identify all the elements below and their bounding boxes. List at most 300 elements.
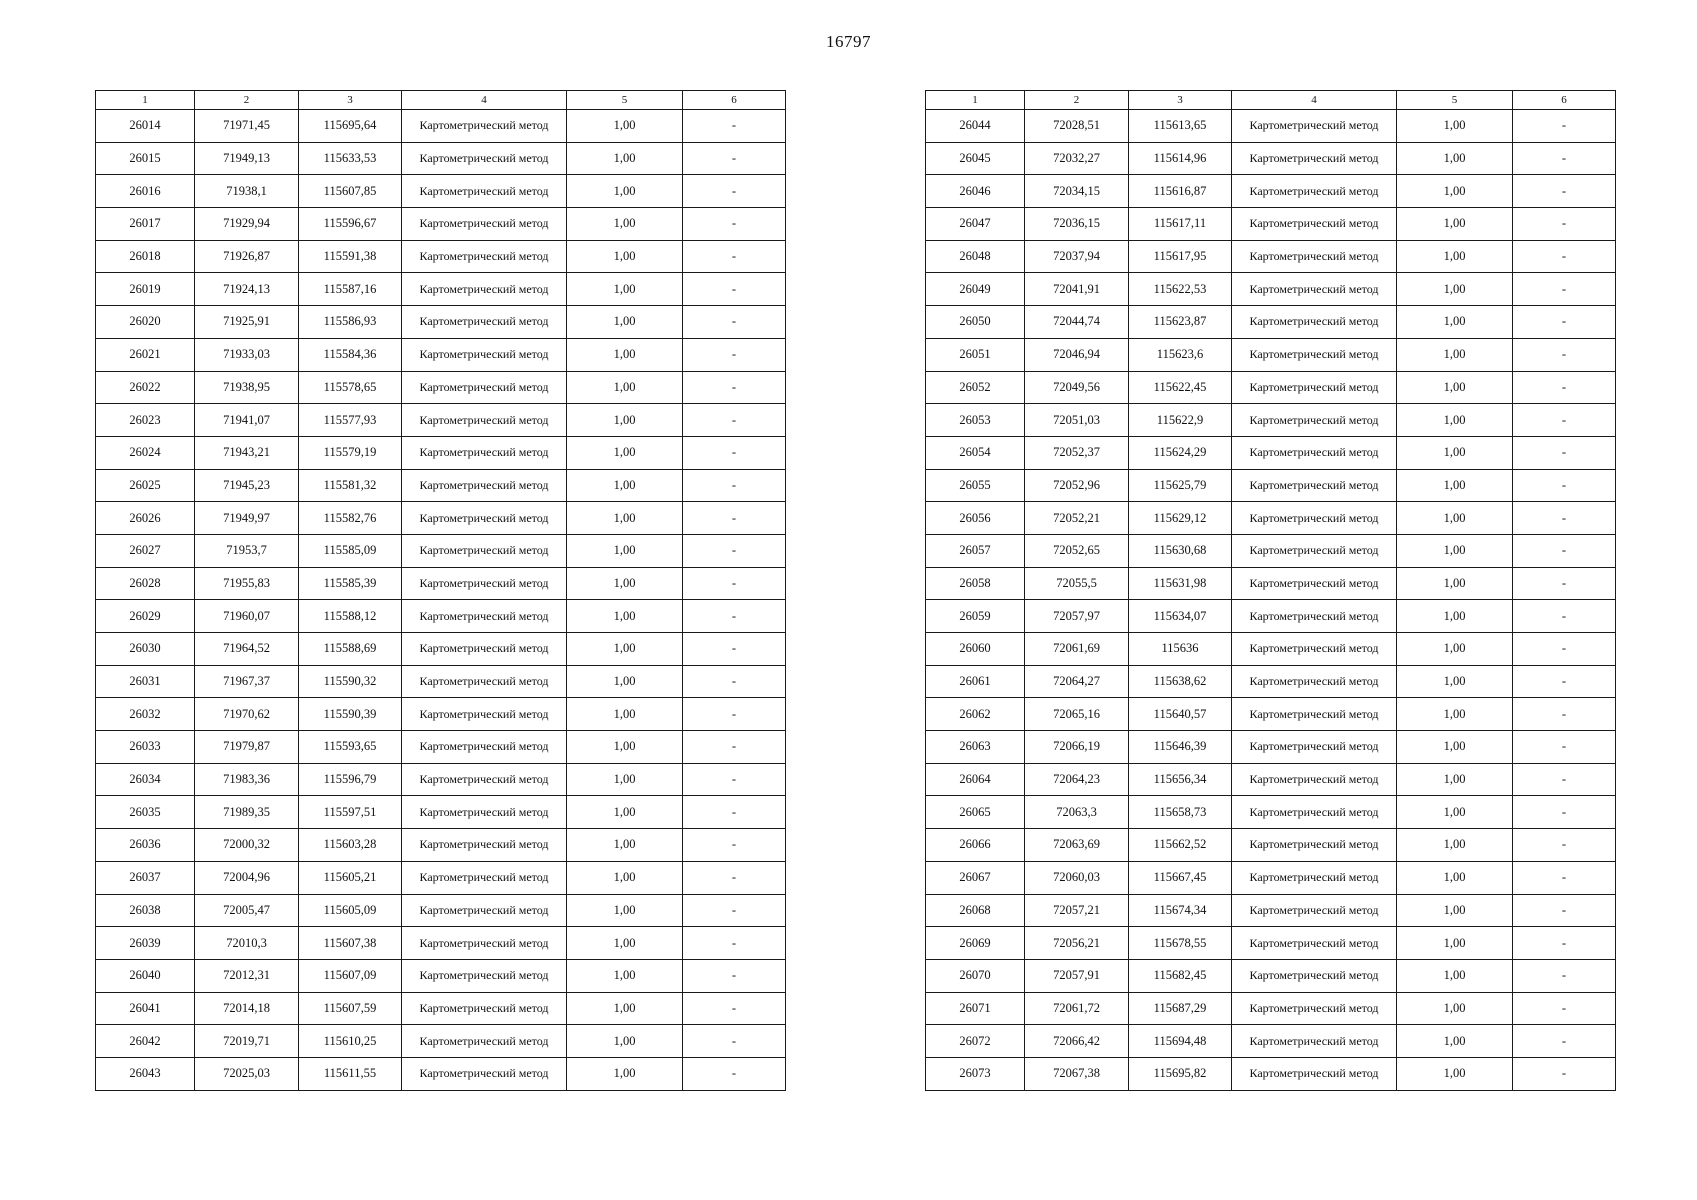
x-coordinate-cell: 72010,3 xyxy=(195,927,299,960)
table-row xyxy=(926,861,1616,894)
x-coordinate-cell: 72061,69 xyxy=(1025,633,1129,666)
x-coordinate-cell: 72063,69 xyxy=(1025,829,1129,862)
y-coordinate-cell: 115596,67 xyxy=(299,208,402,241)
error-cell: 1,00 xyxy=(1397,698,1513,731)
point-number-cell: 26036 xyxy=(96,829,195,862)
description-cell: - xyxy=(683,992,786,1025)
table-row xyxy=(96,567,786,600)
point-number-cell: 26026 xyxy=(96,502,195,535)
x-coordinate-cell: 72051,03 xyxy=(1025,404,1129,437)
description-cell: - xyxy=(1513,763,1616,796)
x-coordinate-cell: 72057,91 xyxy=(1025,959,1129,992)
method-cell: Картометрический метод xyxy=(1232,861,1397,894)
x-coordinate-cell: 72036,15 xyxy=(1025,208,1129,241)
method-cell: Картометрический метод xyxy=(402,992,567,1025)
table-row xyxy=(96,469,786,502)
method-cell: Картометрический метод xyxy=(402,142,567,175)
error-cell: 1,00 xyxy=(1397,404,1513,437)
table-row xyxy=(926,1057,1616,1090)
error-cell: 1,00 xyxy=(1397,763,1513,796)
table-row xyxy=(926,959,1616,992)
table-row xyxy=(926,894,1616,927)
table-row xyxy=(926,142,1616,175)
error-cell: 1,00 xyxy=(1397,208,1513,241)
method-cell: Картометрический метод xyxy=(1232,992,1397,1025)
coordinates-table-right xyxy=(925,90,1616,1091)
x-coordinate-cell: 72067,38 xyxy=(1025,1057,1129,1090)
y-coordinate-cell: 115625,79 xyxy=(1129,469,1232,502)
column-header-6: 6 xyxy=(1513,91,1616,110)
method-cell: Картометрический метод xyxy=(402,927,567,960)
description-cell: - xyxy=(683,829,786,862)
point-number-cell: 26052 xyxy=(926,371,1025,404)
x-coordinate-cell: 71949,13 xyxy=(195,142,299,175)
point-number-cell: 26027 xyxy=(96,534,195,567)
description-cell: - xyxy=(683,534,786,567)
description-cell: - xyxy=(683,600,786,633)
table-row xyxy=(96,502,786,535)
point-number-cell: 26019 xyxy=(96,273,195,306)
point-number-cell: 26046 xyxy=(926,175,1025,208)
error-cell: 1,00 xyxy=(567,665,683,698)
error-cell: 1,00 xyxy=(567,633,683,666)
x-coordinate-cell: 72044,74 xyxy=(1025,306,1129,339)
y-coordinate-cell: 115596,79 xyxy=(299,763,402,796)
point-number-cell: 26073 xyxy=(926,1057,1025,1090)
table-row xyxy=(926,208,1616,241)
x-coordinate-cell: 71949,97 xyxy=(195,502,299,535)
point-number-cell: 26059 xyxy=(926,600,1025,633)
table-row xyxy=(926,665,1616,698)
y-coordinate-cell: 115590,39 xyxy=(299,698,402,731)
x-coordinate-cell: 72056,21 xyxy=(1025,927,1129,960)
x-coordinate-cell: 71971,45 xyxy=(195,110,299,143)
description-cell: - xyxy=(683,567,786,600)
method-cell: Картометрический метод xyxy=(1232,436,1397,469)
error-cell: 1,00 xyxy=(567,861,683,894)
method-cell: Картометрический метод xyxy=(1232,959,1397,992)
column-header-4: 4 xyxy=(1232,91,1397,110)
description-cell: - xyxy=(1513,1025,1616,1058)
y-coordinate-cell: 115658,73 xyxy=(1129,796,1232,829)
error-cell: 1,00 xyxy=(567,763,683,796)
description-cell: - xyxy=(1513,829,1616,862)
description-cell: - xyxy=(1513,534,1616,567)
error-cell: 1,00 xyxy=(1397,306,1513,339)
error-cell: 1,00 xyxy=(1397,502,1513,535)
point-number-cell: 26049 xyxy=(926,273,1025,306)
method-cell: Картометрический метод xyxy=(1232,698,1397,731)
method-cell: Картометрический метод xyxy=(402,502,567,535)
description-cell: - xyxy=(1513,992,1616,1025)
method-cell: Картометрический метод xyxy=(1232,273,1397,306)
y-coordinate-cell: 115607,85 xyxy=(299,175,402,208)
error-cell: 1,00 xyxy=(1397,894,1513,927)
description-cell: - xyxy=(683,436,786,469)
point-number-cell: 26025 xyxy=(96,469,195,502)
error-cell: 1,00 xyxy=(1397,731,1513,764)
description-cell: - xyxy=(1513,273,1616,306)
description-cell: - xyxy=(683,338,786,371)
y-coordinate-cell: 115674,34 xyxy=(1129,894,1232,927)
error-cell: 1,00 xyxy=(1397,633,1513,666)
description-cell: - xyxy=(1513,240,1616,273)
description-cell: - xyxy=(1513,110,1616,143)
y-coordinate-cell: 115623,6 xyxy=(1129,338,1232,371)
method-cell: Картометрический метод xyxy=(402,208,567,241)
description-cell: - xyxy=(1513,894,1616,927)
error-cell: 1,00 xyxy=(567,273,683,306)
point-number-cell: 26070 xyxy=(926,959,1025,992)
description-cell: - xyxy=(683,959,786,992)
y-coordinate-cell: 115695,82 xyxy=(1129,1057,1232,1090)
table-row xyxy=(926,240,1616,273)
point-number-cell: 26031 xyxy=(96,665,195,698)
x-coordinate-cell: 72046,94 xyxy=(1025,338,1129,371)
method-cell: Картометрический метод xyxy=(402,371,567,404)
y-coordinate-cell: 115584,36 xyxy=(299,338,402,371)
method-cell: Картометрический метод xyxy=(402,861,567,894)
table-row xyxy=(96,142,786,175)
y-coordinate-cell: 115586,93 xyxy=(299,306,402,339)
y-coordinate-cell: 115588,69 xyxy=(299,633,402,666)
point-number-cell: 26056 xyxy=(926,502,1025,535)
error-cell: 1,00 xyxy=(1397,861,1513,894)
table-row xyxy=(96,796,786,829)
method-cell: Картометрический метод xyxy=(1232,404,1397,437)
point-number-cell: 26066 xyxy=(926,829,1025,862)
table-row xyxy=(926,1025,1616,1058)
error-cell: 1,00 xyxy=(1397,567,1513,600)
x-coordinate-cell: 71960,07 xyxy=(195,600,299,633)
method-cell: Картометрический метод xyxy=(402,404,567,437)
error-cell: 1,00 xyxy=(1397,829,1513,862)
point-number-cell: 26018 xyxy=(96,240,195,273)
error-cell: 1,00 xyxy=(567,502,683,535)
table-body xyxy=(96,110,786,1091)
table-row xyxy=(96,436,786,469)
y-coordinate-cell: 115667,45 xyxy=(1129,861,1232,894)
error-cell: 1,00 xyxy=(567,992,683,1025)
y-coordinate-cell: 115682,45 xyxy=(1129,959,1232,992)
x-coordinate-cell: 72064,27 xyxy=(1025,665,1129,698)
description-cell: - xyxy=(683,240,786,273)
x-coordinate-cell: 71970,62 xyxy=(195,698,299,731)
point-number-cell: 26061 xyxy=(926,665,1025,698)
error-cell: 1,00 xyxy=(1397,665,1513,698)
table-row xyxy=(926,469,1616,502)
x-coordinate-cell: 71943,21 xyxy=(195,436,299,469)
table-row xyxy=(926,175,1616,208)
error-cell: 1,00 xyxy=(567,306,683,339)
error-cell: 1,00 xyxy=(567,600,683,633)
table-row xyxy=(96,763,786,796)
x-coordinate-cell: 71964,52 xyxy=(195,633,299,666)
description-cell: - xyxy=(1513,502,1616,535)
y-coordinate-cell: 115605,21 xyxy=(299,861,402,894)
y-coordinate-cell: 115578,65 xyxy=(299,371,402,404)
x-coordinate-cell: 71979,87 xyxy=(195,731,299,764)
point-number-cell: 26045 xyxy=(926,142,1025,175)
point-number-cell: 26062 xyxy=(926,698,1025,731)
method-cell: Картометрический метод xyxy=(1232,110,1397,143)
table-row xyxy=(96,306,786,339)
y-coordinate-cell: 115590,32 xyxy=(299,665,402,698)
method-cell: Картометрический метод xyxy=(402,240,567,273)
column-header-5: 5 xyxy=(567,91,683,110)
point-number-cell: 26048 xyxy=(926,240,1025,273)
y-coordinate-cell: 115662,52 xyxy=(1129,829,1232,862)
y-coordinate-cell: 115629,12 xyxy=(1129,502,1232,535)
table-row xyxy=(96,240,786,273)
table-row xyxy=(96,1057,786,1090)
y-coordinate-cell: 115603,28 xyxy=(299,829,402,862)
description-cell: - xyxy=(683,633,786,666)
point-number-cell: 26015 xyxy=(96,142,195,175)
y-coordinate-cell: 115646,39 xyxy=(1129,731,1232,764)
column-header-2: 2 xyxy=(1025,91,1129,110)
x-coordinate-cell: 72041,91 xyxy=(1025,273,1129,306)
error-cell: 1,00 xyxy=(567,110,683,143)
method-cell: Картометрический метод xyxy=(1232,927,1397,960)
description-cell: - xyxy=(1513,436,1616,469)
x-coordinate-cell: 72063,3 xyxy=(1025,796,1129,829)
description-cell: - xyxy=(683,502,786,535)
table-row xyxy=(96,894,786,927)
point-number-cell: 26057 xyxy=(926,534,1025,567)
description-cell: - xyxy=(683,1057,786,1090)
y-coordinate-cell: 115577,93 xyxy=(299,404,402,437)
error-cell: 1,00 xyxy=(567,240,683,273)
method-cell: Картометрический метод xyxy=(402,469,567,502)
y-coordinate-cell: 115656,34 xyxy=(1129,763,1232,796)
x-coordinate-cell: 72025,03 xyxy=(195,1057,299,1090)
method-cell: Картометрический метод xyxy=(402,175,567,208)
x-coordinate-cell: 71955,83 xyxy=(195,567,299,600)
description-cell: - xyxy=(1513,861,1616,894)
table-row xyxy=(96,600,786,633)
x-coordinate-cell: 72019,71 xyxy=(195,1025,299,1058)
error-cell: 1,00 xyxy=(567,175,683,208)
y-coordinate-cell: 115624,29 xyxy=(1129,436,1232,469)
point-number-cell: 26020 xyxy=(96,306,195,339)
description-cell: - xyxy=(683,796,786,829)
method-cell: Картометрический метод xyxy=(1232,534,1397,567)
x-coordinate-cell: 72065,16 xyxy=(1025,698,1129,731)
error-cell: 1,00 xyxy=(1397,927,1513,960)
point-number-cell: 26037 xyxy=(96,861,195,894)
column-header-3: 3 xyxy=(1129,91,1232,110)
method-cell: Картометрический метод xyxy=(1232,1057,1397,1090)
table-row xyxy=(96,959,786,992)
description-cell: - xyxy=(1513,796,1616,829)
description-cell: - xyxy=(1513,600,1616,633)
description-cell: - xyxy=(1513,404,1616,437)
point-number-cell: 26017 xyxy=(96,208,195,241)
point-number-cell: 26040 xyxy=(96,959,195,992)
point-number-cell: 26068 xyxy=(926,894,1025,927)
x-coordinate-cell: 72057,97 xyxy=(1025,600,1129,633)
point-number-cell: 26030 xyxy=(96,633,195,666)
method-cell: Картометрический метод xyxy=(402,567,567,600)
column-header-6: 6 xyxy=(683,91,786,110)
table-row xyxy=(96,1025,786,1058)
y-coordinate-cell: 115581,32 xyxy=(299,469,402,502)
table-row xyxy=(96,992,786,1025)
table-row xyxy=(926,600,1616,633)
error-cell: 1,00 xyxy=(1397,796,1513,829)
point-number-cell: 26039 xyxy=(96,927,195,960)
table-row xyxy=(96,110,786,143)
coordinates-table-left xyxy=(95,90,786,1091)
error-cell: 1,00 xyxy=(567,567,683,600)
x-coordinate-cell: 71933,03 xyxy=(195,338,299,371)
method-cell: Картометрический метод xyxy=(402,338,567,371)
table-row xyxy=(96,861,786,894)
method-cell: Картометрический метод xyxy=(1232,600,1397,633)
error-cell: 1,00 xyxy=(1397,1025,1513,1058)
y-coordinate-cell: 115617,11 xyxy=(1129,208,1232,241)
table-row xyxy=(96,208,786,241)
error-cell: 1,00 xyxy=(567,142,683,175)
point-number-cell: 26055 xyxy=(926,469,1025,502)
point-number-cell: 26047 xyxy=(926,208,1025,241)
error-cell: 1,00 xyxy=(567,796,683,829)
x-coordinate-cell: 71929,94 xyxy=(195,208,299,241)
error-cell: 1,00 xyxy=(1397,240,1513,273)
point-number-cell: 26042 xyxy=(96,1025,195,1058)
description-cell: - xyxy=(683,142,786,175)
y-coordinate-cell: 115695,64 xyxy=(299,110,402,143)
point-number-cell: 26041 xyxy=(96,992,195,1025)
description-cell: - xyxy=(683,371,786,404)
error-cell: 1,00 xyxy=(567,436,683,469)
description-cell: - xyxy=(683,404,786,437)
description-cell: - xyxy=(683,273,786,306)
method-cell: Картометрический метод xyxy=(1232,371,1397,404)
point-number-cell: 26014 xyxy=(96,110,195,143)
error-cell: 1,00 xyxy=(567,469,683,502)
x-coordinate-cell: 72055,5 xyxy=(1025,567,1129,600)
x-coordinate-cell: 71938,1 xyxy=(195,175,299,208)
method-cell: Картометрический метод xyxy=(1232,142,1397,175)
error-cell: 1,00 xyxy=(567,404,683,437)
x-coordinate-cell: 72066,42 xyxy=(1025,1025,1129,1058)
table-body xyxy=(926,110,1616,1091)
y-coordinate-cell: 115636 xyxy=(1129,633,1232,666)
error-cell: 1,00 xyxy=(567,927,683,960)
column-header-4: 4 xyxy=(402,91,567,110)
method-cell: Картометрический метод xyxy=(402,665,567,698)
error-cell: 1,00 xyxy=(1397,175,1513,208)
description-cell: - xyxy=(1513,665,1616,698)
table-row xyxy=(96,273,786,306)
header-row xyxy=(926,91,1616,110)
description-cell: - xyxy=(1513,731,1616,764)
method-cell: Картометрический метод xyxy=(402,829,567,862)
error-cell: 1,00 xyxy=(567,894,683,927)
x-coordinate-cell: 72014,18 xyxy=(195,992,299,1025)
error-cell: 1,00 xyxy=(1397,992,1513,1025)
x-coordinate-cell: 72061,72 xyxy=(1025,992,1129,1025)
x-coordinate-cell: 72052,96 xyxy=(1025,469,1129,502)
point-number-cell: 26058 xyxy=(926,567,1025,600)
table-row xyxy=(926,829,1616,862)
x-coordinate-cell: 72049,56 xyxy=(1025,371,1129,404)
x-coordinate-cell: 72004,96 xyxy=(195,861,299,894)
y-coordinate-cell: 115640,57 xyxy=(1129,698,1232,731)
table-row xyxy=(926,698,1616,731)
y-coordinate-cell: 115591,38 xyxy=(299,240,402,273)
table-row xyxy=(926,796,1616,829)
description-cell: - xyxy=(1513,633,1616,666)
x-coordinate-cell: 72000,32 xyxy=(195,829,299,862)
column-header-5: 5 xyxy=(1397,91,1513,110)
description-cell: - xyxy=(1513,175,1616,208)
y-coordinate-cell: 115587,16 xyxy=(299,273,402,306)
point-number-cell: 26028 xyxy=(96,567,195,600)
y-coordinate-cell: 115597,51 xyxy=(299,796,402,829)
y-coordinate-cell: 115694,48 xyxy=(1129,1025,1232,1058)
y-coordinate-cell: 115607,38 xyxy=(299,927,402,960)
table-row xyxy=(96,665,786,698)
method-cell: Картометрический метод xyxy=(402,796,567,829)
description-cell: - xyxy=(1513,371,1616,404)
point-number-cell: 26022 xyxy=(96,371,195,404)
description-cell: - xyxy=(1513,959,1616,992)
description-cell: - xyxy=(683,469,786,502)
method-cell: Картометрический метод xyxy=(1232,1025,1397,1058)
y-coordinate-cell: 115616,87 xyxy=(1129,175,1232,208)
x-coordinate-cell: 71938,95 xyxy=(195,371,299,404)
x-coordinate-cell: 71945,23 xyxy=(195,469,299,502)
y-coordinate-cell: 115687,29 xyxy=(1129,992,1232,1025)
error-cell: 1,00 xyxy=(567,1057,683,1090)
y-coordinate-cell: 115593,65 xyxy=(299,731,402,764)
method-cell: Картометрический метод xyxy=(1232,796,1397,829)
table-row xyxy=(926,338,1616,371)
column-header-1: 1 xyxy=(96,91,195,110)
table-row xyxy=(96,338,786,371)
error-cell: 1,00 xyxy=(567,959,683,992)
point-number-cell: 26024 xyxy=(96,436,195,469)
error-cell: 1,00 xyxy=(567,338,683,371)
y-coordinate-cell: 115611,55 xyxy=(299,1057,402,1090)
table-row xyxy=(96,633,786,666)
description-cell: - xyxy=(683,894,786,927)
error-cell: 1,00 xyxy=(1397,1057,1513,1090)
error-cell: 1,00 xyxy=(567,534,683,567)
point-number-cell: 26051 xyxy=(926,338,1025,371)
error-cell: 1,00 xyxy=(567,698,683,731)
point-number-cell: 26050 xyxy=(926,306,1025,339)
method-cell: Картометрический метод xyxy=(402,436,567,469)
method-cell: Картометрический метод xyxy=(1232,240,1397,273)
description-cell: - xyxy=(1513,306,1616,339)
point-number-cell: 26064 xyxy=(926,763,1025,796)
point-number-cell: 26067 xyxy=(926,861,1025,894)
x-coordinate-cell: 71967,37 xyxy=(195,665,299,698)
table-row xyxy=(96,927,786,960)
y-coordinate-cell: 115585,09 xyxy=(299,534,402,567)
y-coordinate-cell: 115588,12 xyxy=(299,600,402,633)
table-row xyxy=(926,273,1616,306)
y-coordinate-cell: 115610,25 xyxy=(299,1025,402,1058)
method-cell: Картометрический метод xyxy=(402,273,567,306)
method-cell: Картометрический метод xyxy=(1232,567,1397,600)
y-coordinate-cell: 115607,09 xyxy=(299,959,402,992)
point-number-cell: 26054 xyxy=(926,436,1025,469)
